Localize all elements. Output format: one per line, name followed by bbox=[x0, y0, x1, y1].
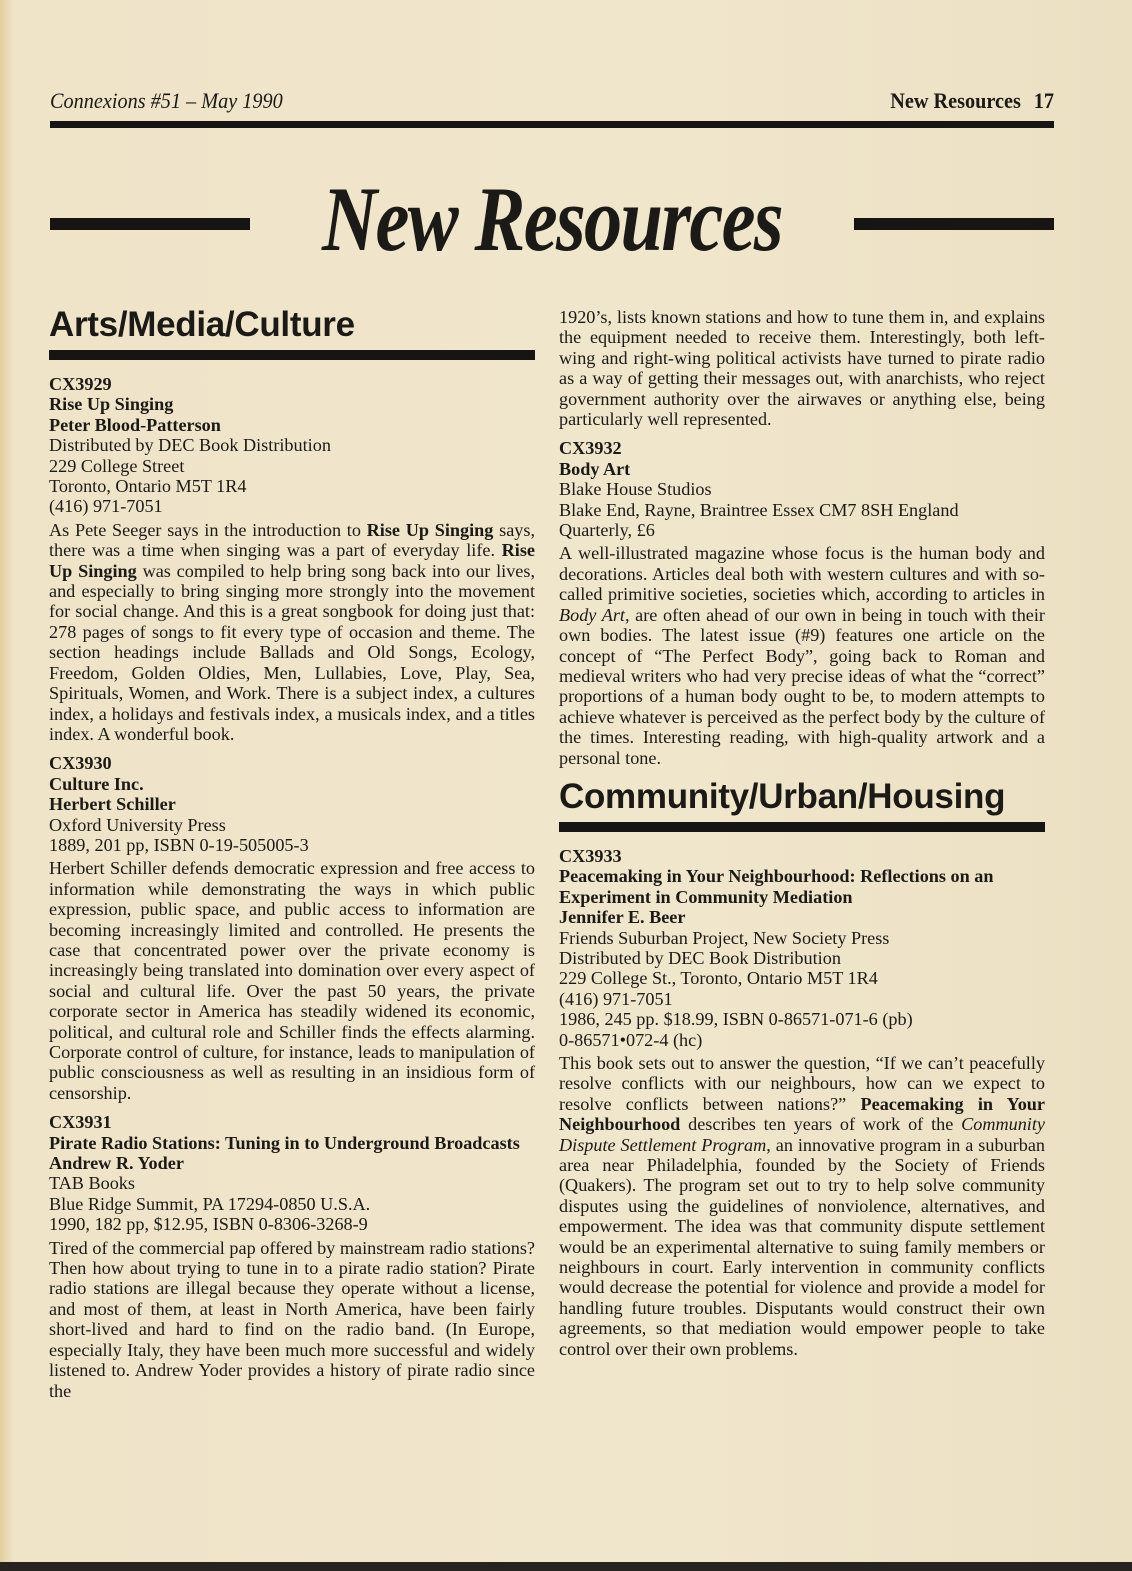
entry-title: Culture Inc. bbox=[49, 773, 144, 794]
text-run: was compiled to help bring song back into our lives, and especially to bring singing more strongly into the movement for social change. And this is a great songbook for doing just that: 278 pages of songs to fit every type of occasion and theme. The section headings include Ballads and Old Songs, Ecology, Freedom, Golden Oldies, Men, Lullabies, Love, Play, Sea, Spirituals, Women, and Work. There is a subject index, a cultures index, a holidays and festivals index, a musicals index, and a titles index. A wonderful book. bbox=[49, 560, 535, 744]
entry-author: Jennifer E. Beer bbox=[559, 907, 686, 928]
section-rule bbox=[559, 822, 1045, 832]
text-run: As Pete Seeger says in the introduction to bbox=[49, 519, 367, 540]
entry-cx3929 bbox=[49, 374, 535, 744]
entry-address: Blue Ridge Summit, PA 17294-0850 U.S.A. bbox=[49, 1193, 371, 1214]
running-section-title: New Resources bbox=[890, 88, 1021, 113]
running-head bbox=[50, 88, 1054, 120]
entry-author: Andrew R. Yoder bbox=[49, 1153, 184, 1174]
masthead-bar-left bbox=[50, 218, 250, 230]
entry-title: Rise Up Singing bbox=[49, 394, 174, 415]
entry-description bbox=[49, 520, 535, 744]
section-and-page bbox=[877, 88, 1054, 114]
left-column bbox=[49, 305, 535, 1410]
entry-description bbox=[559, 543, 1045, 767]
header-rule bbox=[50, 121, 1054, 128]
right-column bbox=[559, 307, 1045, 1368]
entry-title: Pirate Radio Stations: Tuning in to Underground Broadcasts bbox=[49, 1132, 520, 1153]
entry-title: Peacemaking in Your Neighbourhood: Reflections on an Experiment in Community Mediation bbox=[559, 866, 994, 907]
entry-description: Tired of the commercial pap offered by mainstream radio stations? Then how about trying to tune in to a pirate radio station? Pirate radio stations are illegal because they operate without a license, and most of them, at least in North America, have been fairly short-lived and hard to find on the radio band. (In Europe, especially Italy, they have been much more successful and widely listened to. Andrew Yoder provides a history of pirate radio since the bbox=[49, 1237, 535, 1401]
section-heading-community-urban-housing: Community/Urban/Housing bbox=[559, 776, 1006, 816]
entry-cx3932 bbox=[559, 438, 1045, 768]
entry-code: CX3933 bbox=[559, 845, 622, 866]
text-run: , are often ahead of our own in being in touch with their own bodies. The latest issue (#9) features one article on the concept of “The Perfect Body”, going back to Roman and medieval writers who had very precise ideas of what the “correct” proportions of a human body ought to be, to modern attempts to achieve whatever is perceived as the perfect body by the culture of the times. Interesting reading, with high-quality artwork and a personal tone. bbox=[559, 604, 1045, 768]
masthead bbox=[50, 168, 1054, 272]
entry-cx3931-continued bbox=[559, 307, 1045, 429]
entry-publisher: Blake House Studios bbox=[559, 479, 712, 500]
page-number: 17 bbox=[1033, 88, 1054, 113]
section-heading-arts-media-culture: Arts/Media/Culture bbox=[49, 305, 355, 344]
text-run: , an innovative program in a suburban area near Philadelphia, founded by the Society of Friends (Quakers). The program set out to try to help solve community disputes using the guidelines of nonviolence, alternatives, and empowerment. The idea was that community dispute settlement would be an experimental alternative to suing family members or neighbours in court. Early intervention in community conflicts would decrease the potential for violence and provide a model for handling future troubles. Disputants would construct their own agreements, so that mediation would empower people to take control over their own problems. bbox=[559, 1134, 1045, 1359]
magazine-title-emphasis: Body Art bbox=[559, 604, 625, 625]
book-title-emphasis: Rise Up Singing bbox=[49, 540, 535, 581]
entry-isbn-hardcover: 0-86571•072-4 (hc) bbox=[559, 1029, 703, 1050]
entry-cx3930 bbox=[49, 753, 535, 1103]
entry-description bbox=[559, 1053, 1045, 1359]
entry-code: CX3931 bbox=[49, 1112, 112, 1133]
entry-description: Herbert Schiller defends democratic expression and free access to information while demonstrating the ways in which public expression, public space, and public access to information are becoming increasingly limited and controlled. He presents the case that concentrated power over the private economy is increasingly being translated into domination over every aspect of social and cultural life. Over the past 50 years, the private corporate sector in America has steadily widened its economic, political, and cultural role and Schiller finds the effects alarming. Corporate control of culture, for instance, leads to manipulation of public consciousness as well as resulting in an insidious form of censorship. bbox=[49, 858, 535, 1103]
book-title-emphasis: Peacemaking in Your Neighbourhood bbox=[559, 1093, 1045, 1135]
entry-code: CX3932 bbox=[559, 438, 622, 459]
masthead-bar-right bbox=[854, 218, 1054, 230]
section-rule bbox=[49, 350, 535, 360]
scan-bottom-edge bbox=[0, 1562, 1132, 1571]
entry-publisher: Oxford University Press bbox=[49, 814, 226, 835]
entry-author: Peter Blood-Patterson bbox=[49, 414, 221, 435]
entry-address: 229 College Street bbox=[49, 455, 185, 476]
entry-publication-info: 1986, 245 pp. $18.99, ISBN 0-86571-071-6 (pb) bbox=[559, 1009, 913, 1030]
program-name-emphasis: Community Dispute Settlement Program bbox=[559, 1114, 1045, 1155]
page-title: New Resources bbox=[322, 168, 782, 270]
entry-distributor: Distributed by DEC Book Distribution bbox=[49, 435, 331, 456]
entry-publisher: TAB Books bbox=[49, 1173, 135, 1194]
text-run: describes ten years of work of the bbox=[680, 1114, 962, 1135]
entry-title: Body Art bbox=[559, 458, 631, 479]
book-title-emphasis: Rise Up Singing bbox=[366, 519, 494, 540]
entry-address: 229 College St., Toronto, Ontario M5T 1R4 bbox=[559, 968, 878, 989]
entry-frequency-price: Quarterly, £6 bbox=[559, 520, 655, 541]
entry-cx3933 bbox=[559, 846, 1045, 1359]
entry-phone: (416) 971-7051 bbox=[559, 988, 673, 1009]
entry-publisher: Friends Suburban Project, New Society Press bbox=[559, 927, 890, 948]
publication-issue: Connexions #51 – May 1990 bbox=[50, 88, 283, 113]
entry-address: Blake End, Rayne, Braintree Essex CM7 8SH England bbox=[559, 499, 959, 520]
entry-phone: (416) 971-7051 bbox=[49, 496, 163, 517]
entry-distributor: Distributed by DEC Book Distribution bbox=[559, 947, 841, 968]
entry-city: Toronto, Ontario M5T 1R4 bbox=[49, 476, 247, 497]
entry-cx3931 bbox=[49, 1112, 535, 1401]
entry-description-continued: 1920’s, lists known stations and how to tune them in, and explains the equipment needed to receive them. Interestingly, both left-wing and right-wing political activists have turned to pirate radio as a way of getting their messages out, with anarchists, who reject government authority over the airwaves or anything else, being particularly well represented. bbox=[559, 307, 1045, 430]
entry-author: Herbert Schiller bbox=[49, 794, 176, 815]
text-run: A well-illustrated magazine whose focus is the human body and decorations. Articles deal both with western cultures and with so-called primitive societies, societies which, according to articles in bbox=[559, 543, 1045, 605]
text-run: This book sets out to answer the question, “If we can’t peacefully resolve conflicts with our neighbours, how can we expect to resolve conflicts between nations?” bbox=[559, 1053, 1045, 1114]
entry-publication-info: 1889, 201 pp, ISBN 0-19-505005-3 bbox=[49, 834, 309, 855]
entry-code: CX3930 bbox=[49, 753, 112, 774]
entry-publication-info: 1990, 182 pp, $12.95, ISBN 0-8306-3268-9 bbox=[49, 1214, 368, 1235]
entry-code: CX3929 bbox=[49, 374, 112, 394]
text-run: says, there was a time when singing was a part of everyday life. bbox=[49, 519, 535, 561]
